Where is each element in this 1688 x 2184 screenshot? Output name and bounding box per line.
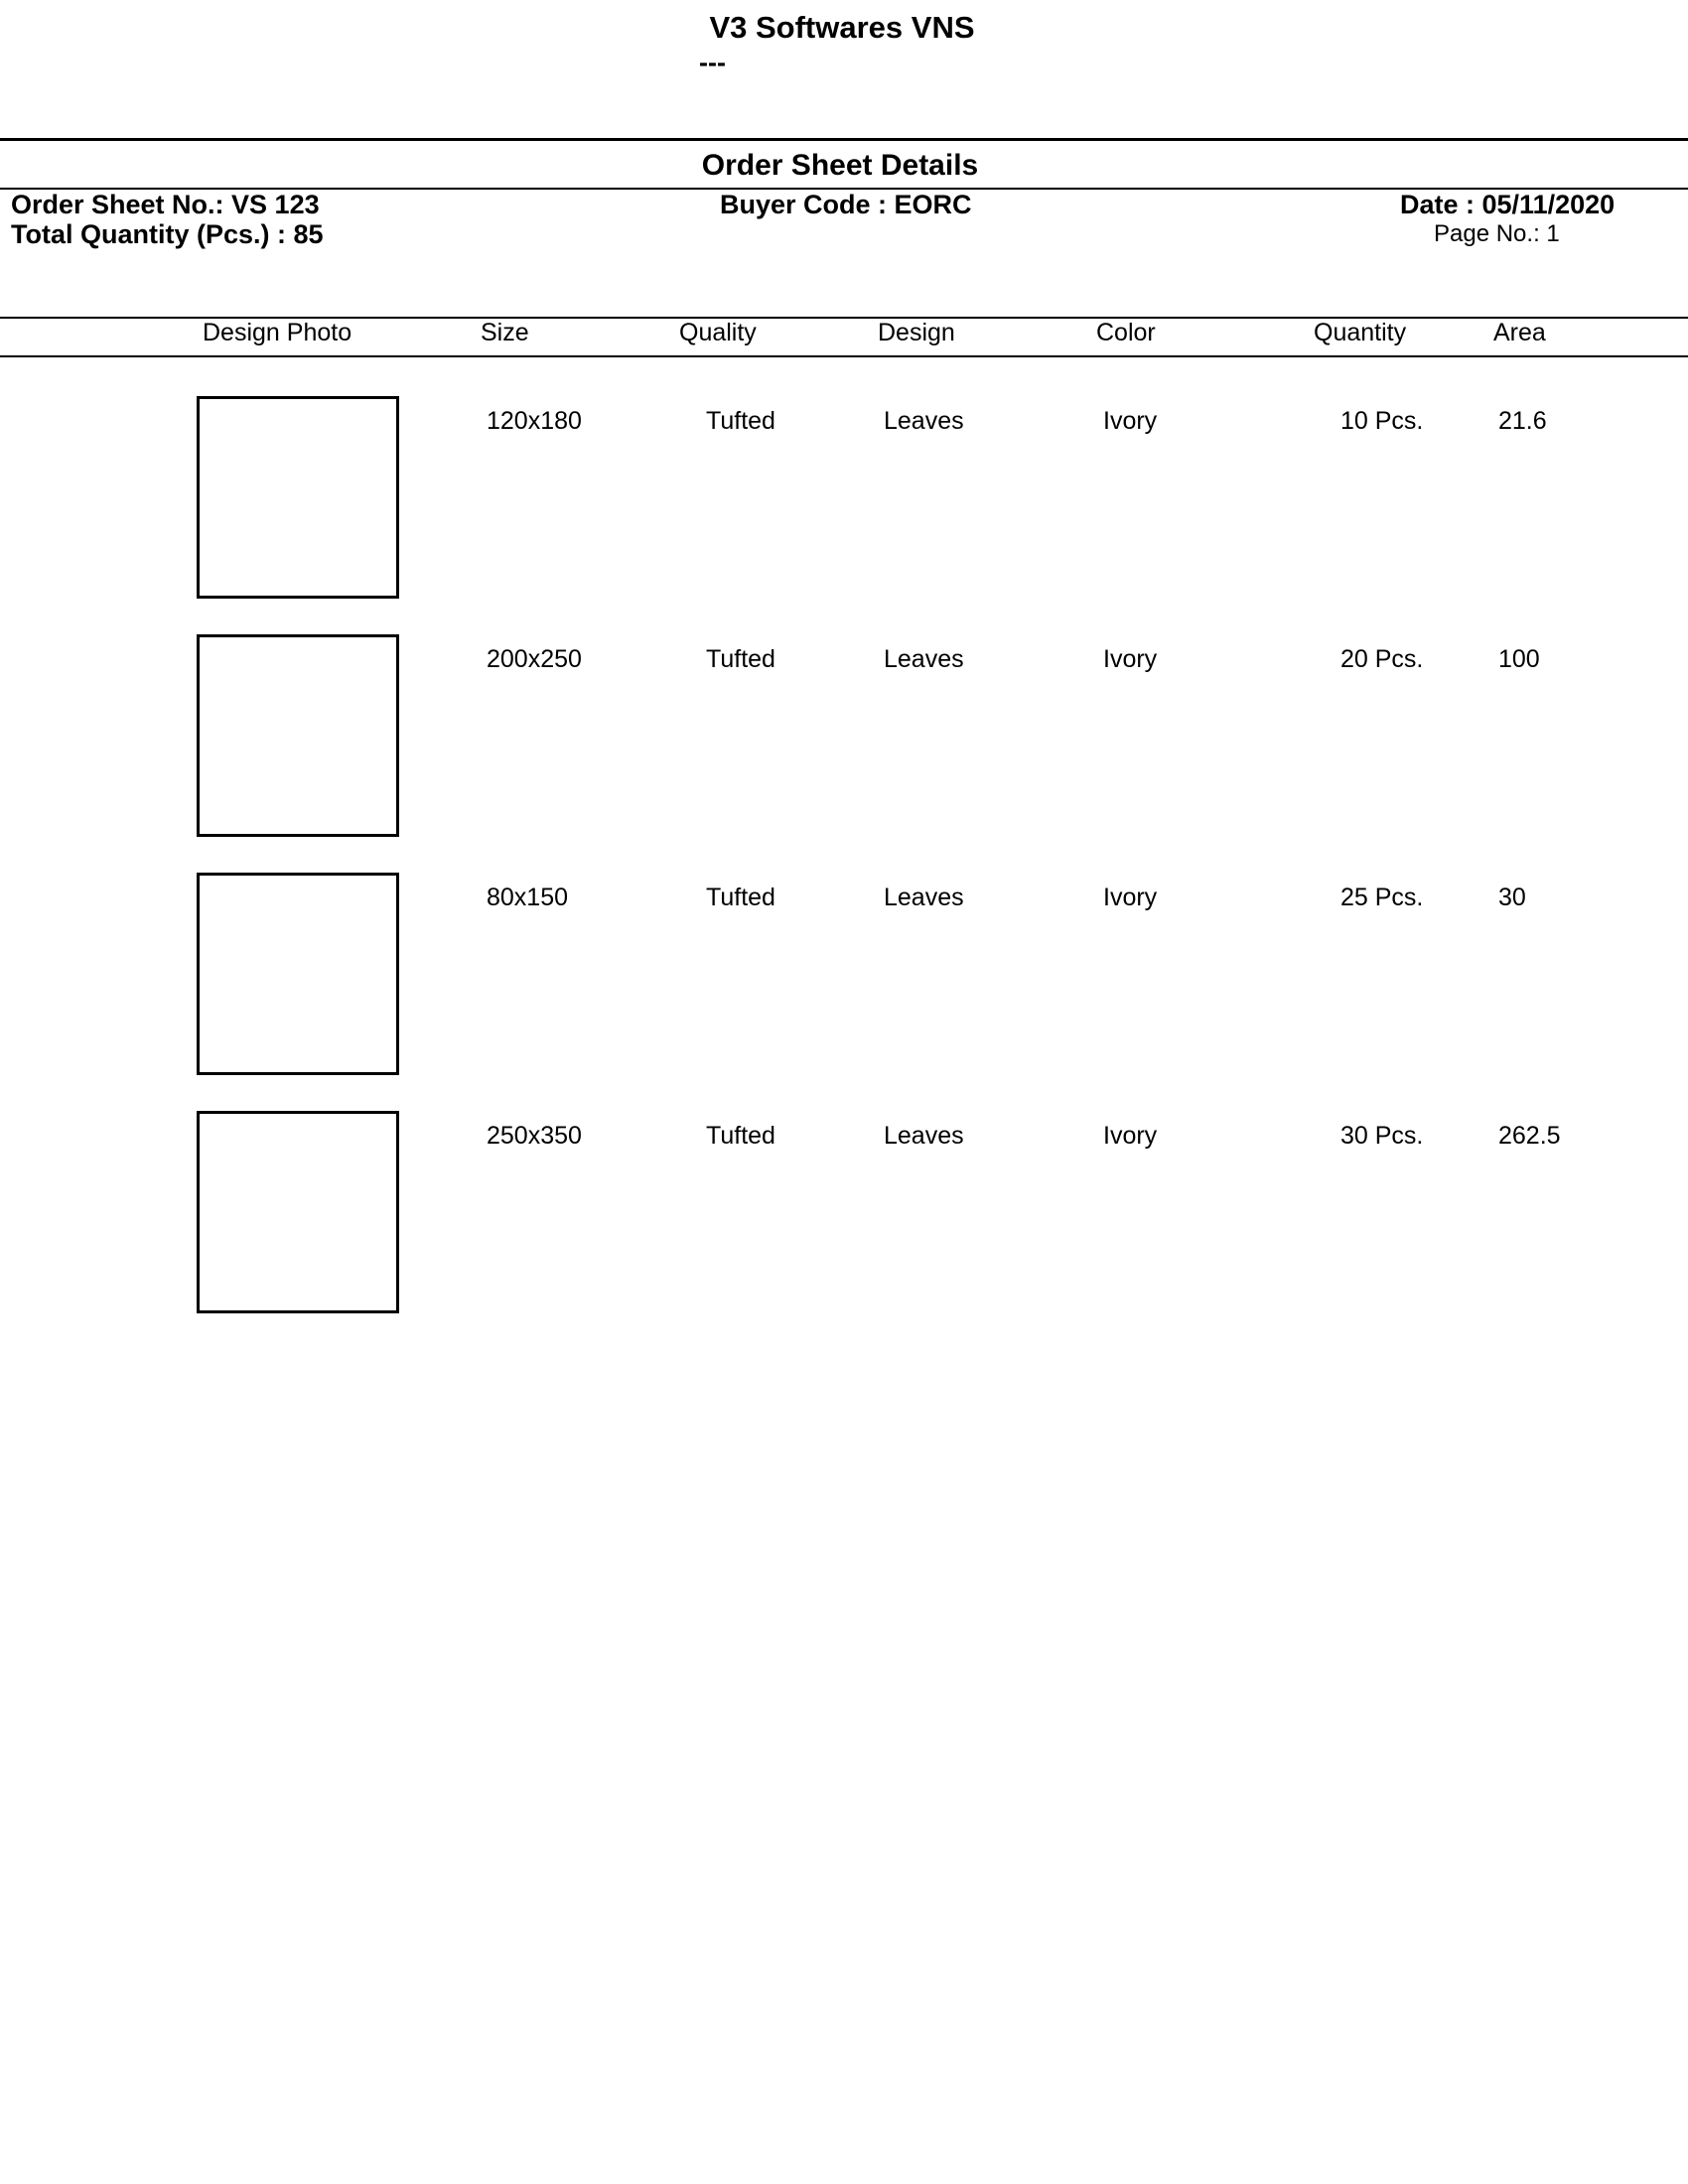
page-title-text: Order Sheet Details bbox=[701, 149, 979, 182]
cell-quantity: 30 Pcs. bbox=[1340, 1122, 1424, 1150]
design-photo-placeholder bbox=[197, 873, 399, 1075]
cell-design: Leaves bbox=[884, 407, 964, 435]
company-name bbox=[0, 10, 1688, 46]
column-header-design-photo: Design Photo bbox=[203, 319, 352, 346]
cell-area: 262.5 bbox=[1498, 1122, 1561, 1150]
order-date: Date : 05/11/2020 bbox=[1400, 190, 1616, 219]
top-divider bbox=[0, 138, 1688, 141]
cell-quality: Tufted bbox=[706, 1122, 775, 1150]
buyer-code: Buyer Code : EORC bbox=[720, 190, 972, 219]
column-header-design: Design bbox=[878, 319, 955, 346]
cell-quality: Tufted bbox=[706, 407, 775, 435]
column-header-quality: Quality bbox=[679, 319, 757, 346]
cell-quantity: 25 Pcs. bbox=[1340, 884, 1424, 911]
column-header-size: Size bbox=[481, 319, 529, 346]
page-title bbox=[0, 149, 1688, 183]
cell-size: 80x150 bbox=[487, 884, 569, 911]
column-header-quantity: Quantity bbox=[1314, 319, 1407, 346]
company-subtitle: --- bbox=[699, 48, 726, 77]
cell-color: Ivory bbox=[1103, 1122, 1158, 1150]
cell-area: 100 bbox=[1498, 645, 1540, 673]
cell-quantity: 10 Pcs. bbox=[1340, 407, 1424, 435]
cell-design: Leaves bbox=[884, 645, 964, 673]
design-photo-placeholder bbox=[197, 396, 399, 599]
page-number: Page No.: 1 bbox=[1434, 220, 1560, 247]
cell-design: Leaves bbox=[884, 884, 964, 911]
cell-color: Ivory bbox=[1103, 645, 1158, 673]
column-header-color: Color bbox=[1096, 319, 1156, 346]
cell-size: 200x250 bbox=[487, 645, 582, 673]
column-header-area: Area bbox=[1493, 319, 1546, 346]
cell-design: Leaves bbox=[884, 1122, 964, 1150]
total-quantity: Total Quantity (Pcs.) : 85 bbox=[11, 219, 324, 249]
order-sheet-no: Order Sheet No.: VS 123 bbox=[11, 190, 320, 219]
cell-size: 250x350 bbox=[487, 1122, 582, 1150]
cell-quality: Tufted bbox=[706, 645, 775, 673]
cell-quantity: 20 Pcs. bbox=[1340, 645, 1424, 673]
company-name-text: V3 Softwares VNS bbox=[709, 10, 975, 45]
cell-color: Ivory bbox=[1103, 884, 1158, 911]
table-header-bottom-divider bbox=[0, 355, 1688, 357]
design-photo-placeholder bbox=[197, 1111, 399, 1313]
cell-area: 21.6 bbox=[1498, 407, 1547, 435]
cell-color: Ivory bbox=[1103, 407, 1158, 435]
design-photo-placeholder bbox=[197, 634, 399, 837]
cell-quality: Tufted bbox=[706, 884, 775, 911]
cell-area: 30 bbox=[1498, 884, 1526, 911]
cell-size: 120x180 bbox=[487, 407, 582, 435]
